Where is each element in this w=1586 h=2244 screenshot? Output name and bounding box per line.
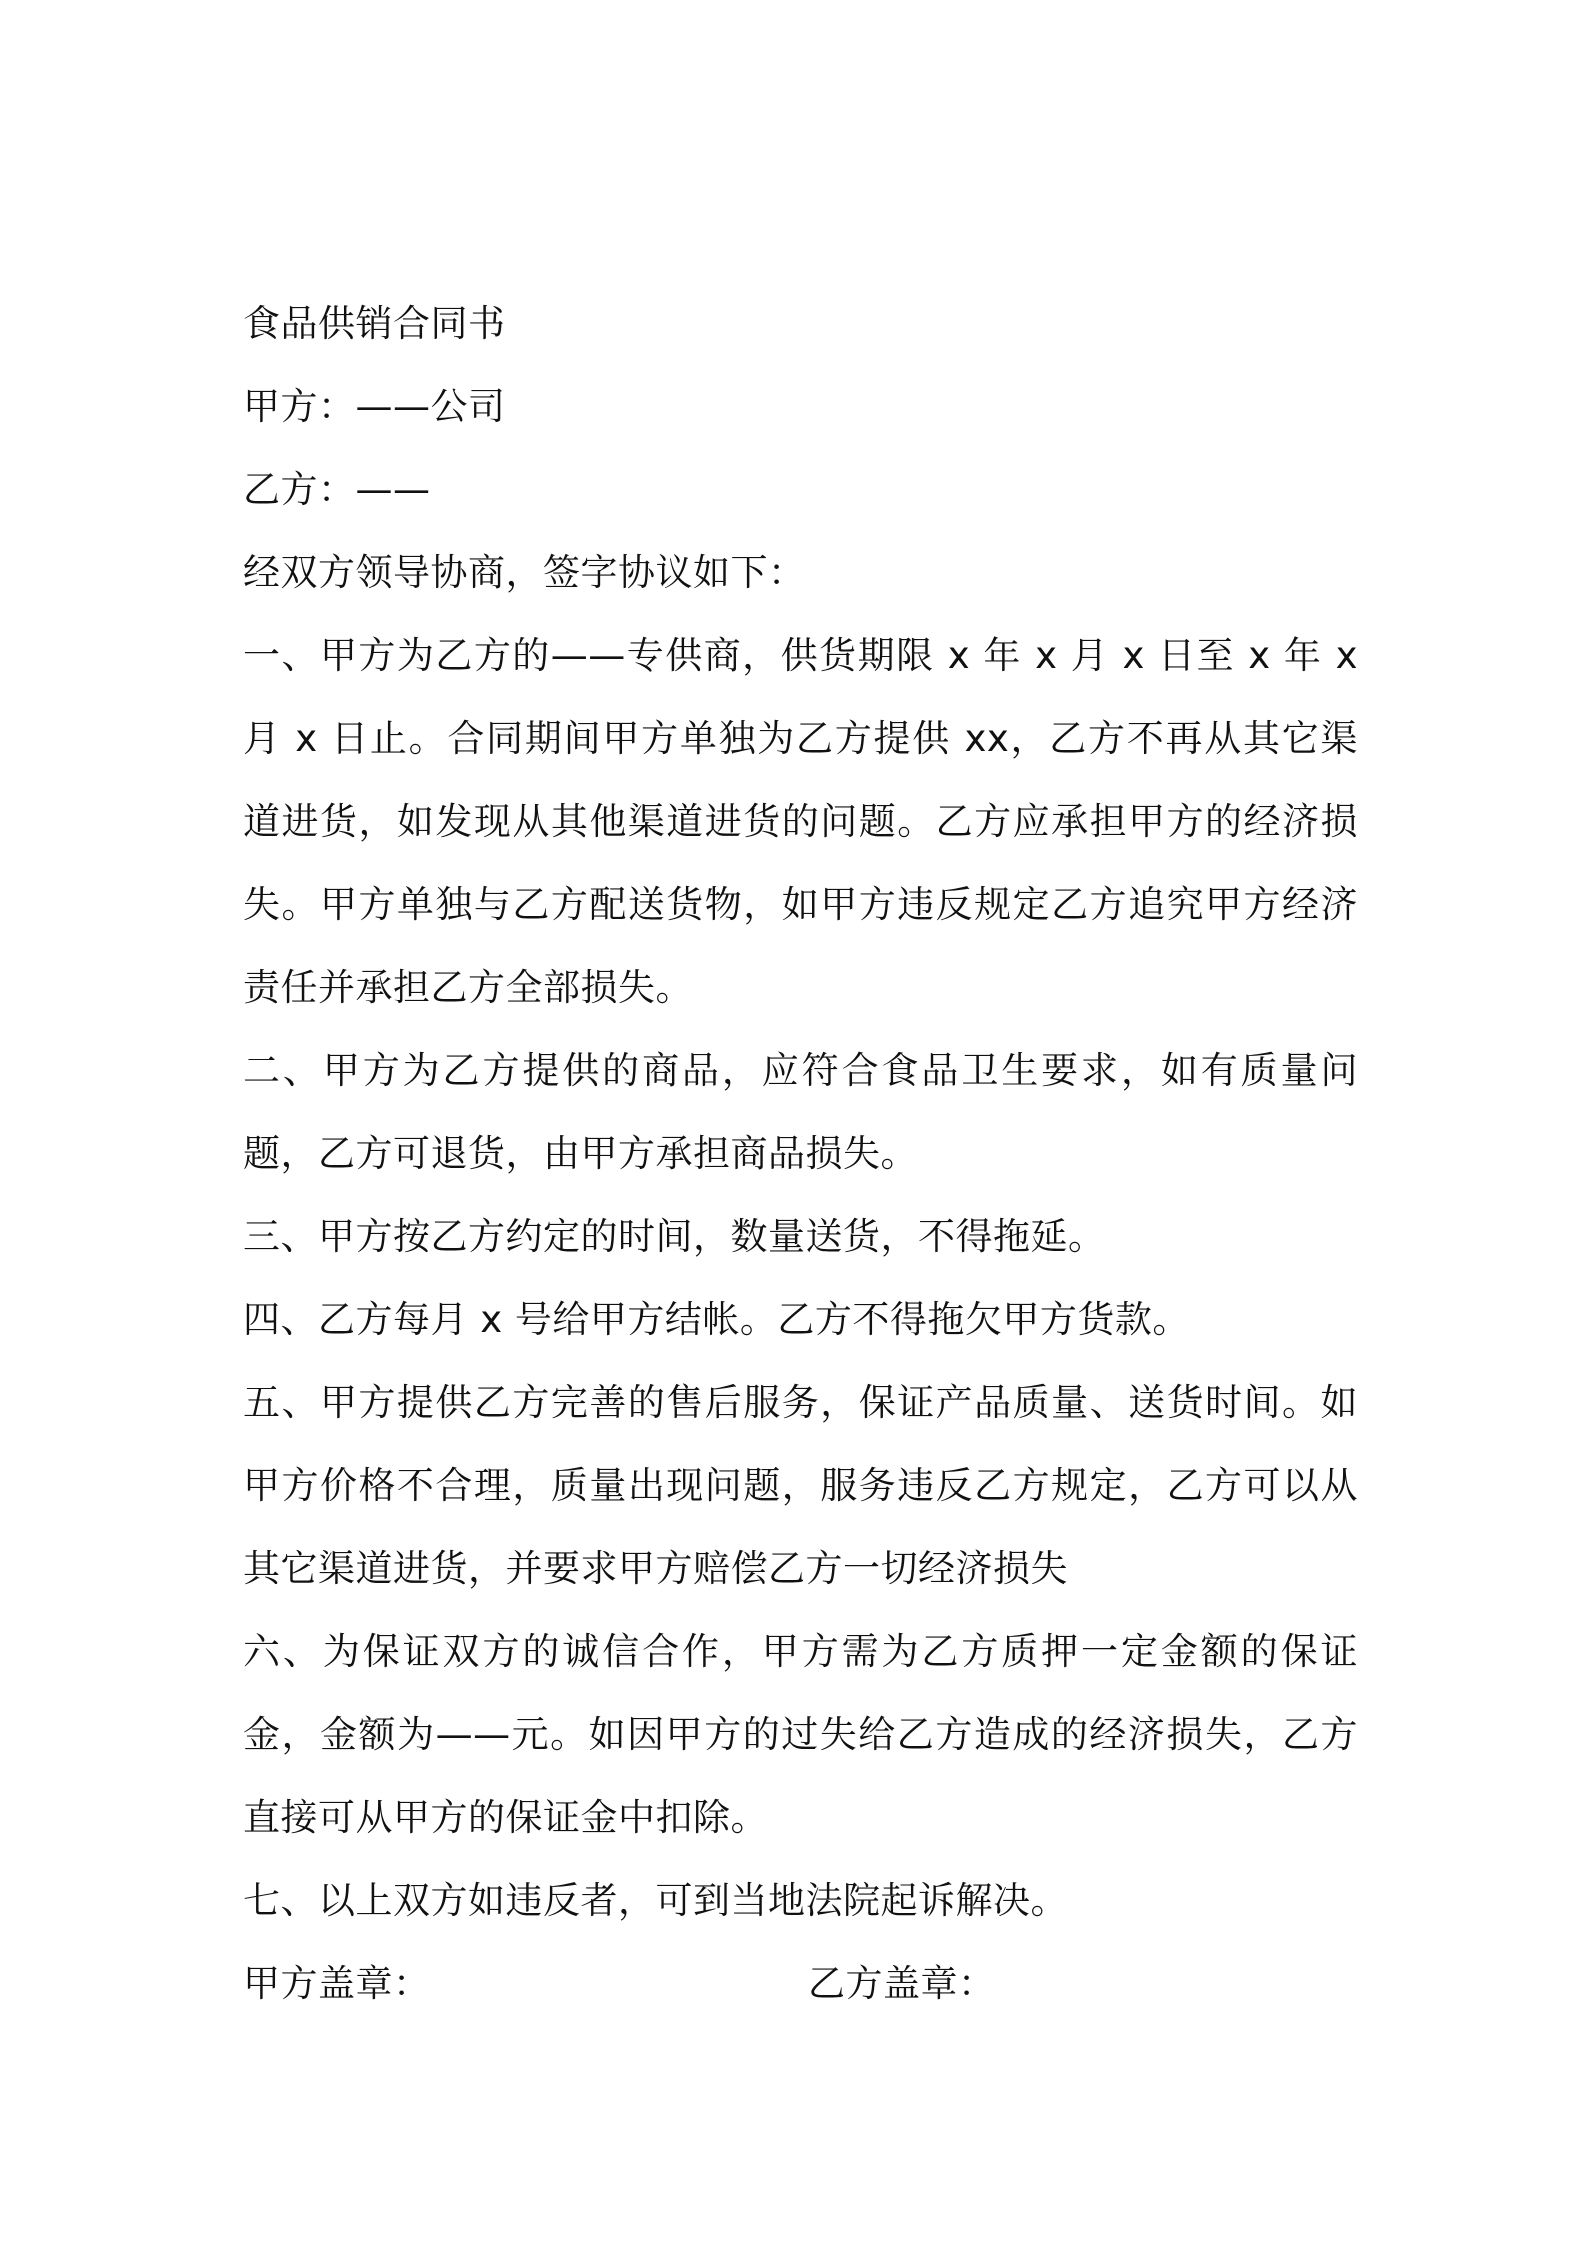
intro-line: 经双方领导协商，签字协议如下： (243, 551, 806, 594)
party-a-line: 甲方：——公司 (243, 385, 506, 428)
clause-6: 六、为保证双方的诚信合作，甲方需为乙方质押一定金额的保证金，金额为——元。如因甲方的过失给乙方造成的经济损失，乙方直接可从甲方的保证金中扣除。 (243, 1630, 1358, 1839)
clause-5: 五、甲方提供乙方完善的售后服务，保证产品质量、送货时间。如甲方价格不合理，质量出现问题，服务违反乙方规定，乙方可以从其它渠道进货，并要求甲方赔偿乙方一切经济损失 (243, 1381, 1358, 1590)
document-title: 食品供销合同书 (243, 302, 506, 345)
clause-1: 一、甲方为乙方的——专供商，供货期限 x 年 x 月 x 日至 x 年 x 月 x 日止。合同期间甲方单独为乙方提供 xx，乙方不再从其它渠道进货，如发现从其他渠道进货的问题。乙方应承担甲方的经济损失。甲方单独与乙方配送货物，如甲方违反规定乙方追究甲方经济责任并承担乙方全部损失。 (243, 634, 1358, 1009)
clause-7: 七、以上双方如违反者，可到当地法院起诉解决。 (243, 1879, 1068, 1922)
clause-2: 二、甲方为乙方提供的商品，应符合食品卫生要求，如有质量问题，乙方可退货，由甲方承担商品损失。 (243, 1049, 1358, 1175)
document-body (243, 282, 1358, 2025)
party-b-line: 乙方：—— (243, 468, 431, 511)
clause-3: 三、甲方按乙方约定的时间，数量送货，不得拖延。 (243, 1215, 1106, 1258)
party-b-seal-label: 乙方盖章： (808, 1962, 996, 2005)
party-a-seal-label: 甲方盖章： (243, 1962, 431, 2005)
signature-row (243, 1942, 1358, 2025)
clause-4: 四、乙方每月 x 号给甲方结帐。乙方不得拖欠甲方货款。 (243, 1298, 1190, 1341)
